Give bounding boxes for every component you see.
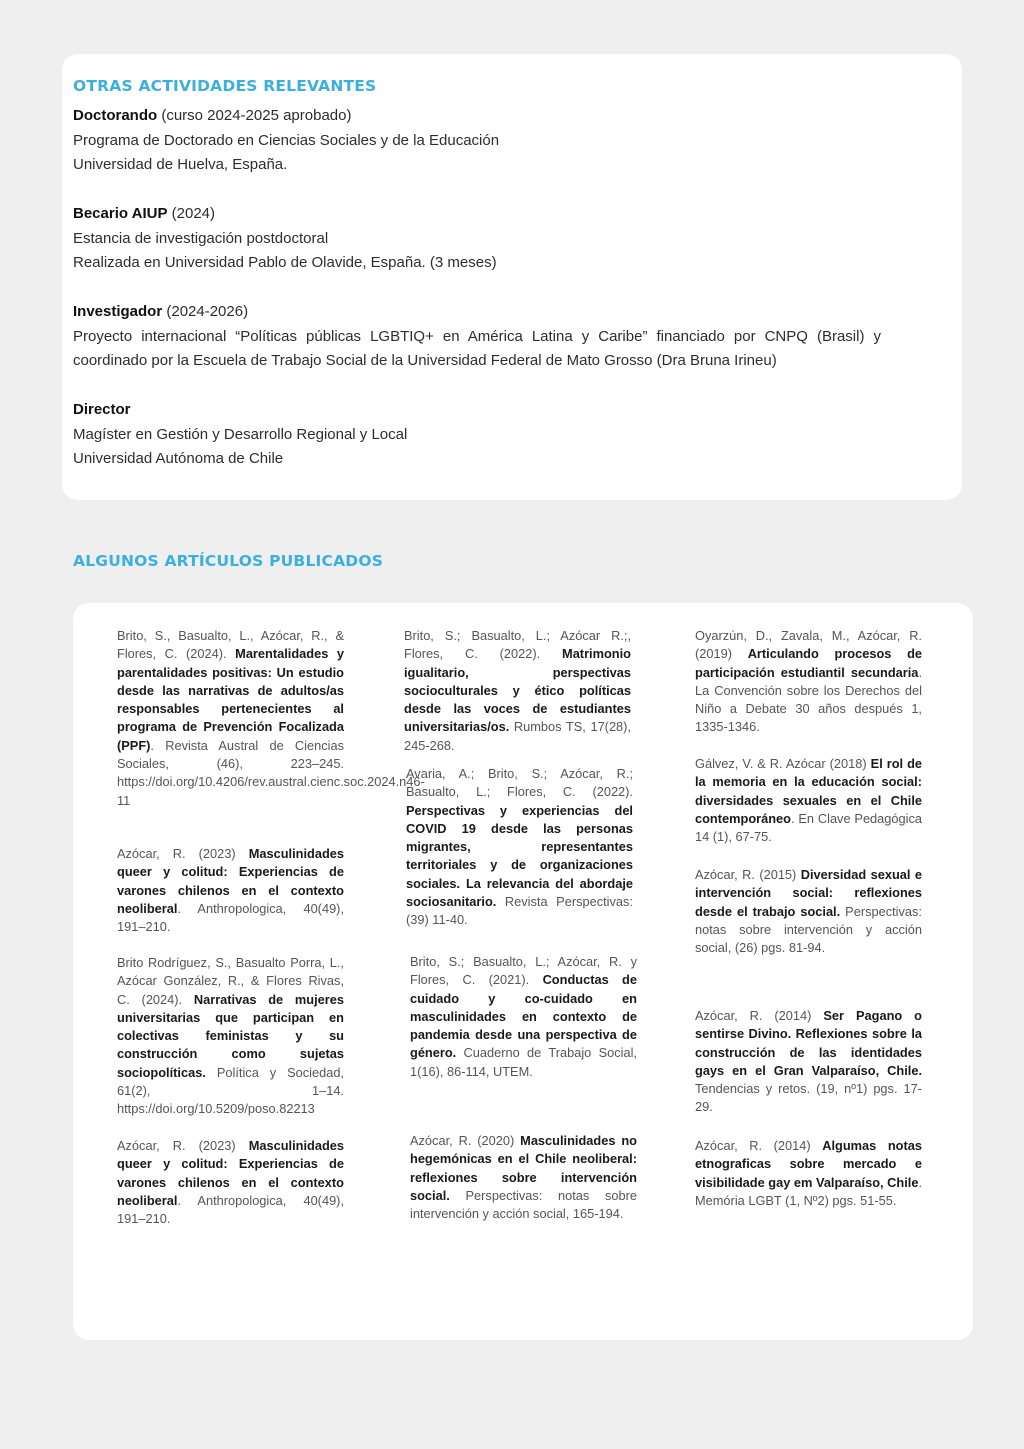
activity-item [73,398,881,472]
article-title: Diversidad sexual e intervención social: reflexiones desde el trabajo social. [695,867,922,919]
article-reference [695,866,922,957]
article-reference [117,627,425,810]
article-source: Cuaderno de Trabajo Social, 1(16), 86-114, UTEM. [410,1045,637,1079]
activity-line: Programa de Doctorado en Ciencias Sociales y de la Educación [73,131,500,149]
activity-line: Universidad de Huelva, España. [73,156,288,173]
article-title: Masculinidades queer y colitud: Experiencias de varones chilenos en el contexto neoliberal [117,1138,344,1208]
article-source: Perspectivas: notas sobre intervención y acción social, (26) pgs. 81-94. [695,903,922,956]
activities-section-title: OTRAS ACTIVIDADES RELEVANTES [73,77,377,95]
article-title: Marentalidades y parentalidades positivas: Un estudio desde las narrativas de adultos/as responsables pertenecientes al programa de Prevención Focalizada (PPF) [117,646,345,753]
article-authors: Azócar, R. (2020) [410,1133,521,1148]
article-title: Narrativas de mujeres universitarias que participan en colectivas feministas y su construcción como sujetas sociopolíticas. [117,991,344,1080]
article-authors: Azócar, R. (2023) [117,846,249,861]
activity-role: Becario AIUP [73,205,168,222]
article-authors: Azócar, R. (2014) [695,1008,824,1023]
article-source: . Anthropologica, 40(49), 191–210. [117,1192,344,1227]
article-authors: Brito, S., Basualto, L., Azócar, R., & Flores, C. (2024). [117,628,344,662]
activity-role: Director [73,401,131,418]
article-authors: Azócar, R. (2023) [117,1138,249,1153]
activity-role: Doctorando [73,107,158,124]
activity-period: (2024-2026) [162,303,249,320]
article-source: Perspectivas: notas sobre intervención y acción social, 165-194. [410,1187,637,1222]
article-reference [117,954,344,1119]
article-authors: Brito, S.; Basualto, L.; Azócar R.;, Flores, C. (2022). [404,628,631,662]
article-reference [117,845,344,936]
article-authors: Azócar, R. (2015) [695,867,801,882]
articles-card [73,603,973,1340]
article-reference [406,765,633,930]
activity-line: Universidad Autónoma de Chile [73,450,284,467]
article-reference [695,627,922,737]
articles-section-title: ALGUNOS ARTÍCULOS PUBLICADOS [73,552,384,570]
activity-period: (curso 2024-2025 aprobado) [157,107,352,124]
article-authors: Brito, S.; Basualto, L.; Azócar, R. y Flores, C. (2021). [410,954,637,988]
article-source: Tendencias y retos. (19, nº1) pgs. 17-29. [695,1081,922,1115]
article-source: . La Convención sobre los Derechos del Niño a Debate 30 años después 1, 1335-1346. [695,664,922,735]
article-title: Ser Pagano o sentirse Divino. Reflexiones sobre la construcción de las identidades gays en el Gran Valparaíso, Chile. [695,1008,923,1078]
activity-line: Magíster en Gestión y Desarrollo Regional y Local [73,425,408,443]
article-authors: Azócar, R. (2014) [695,1138,823,1153]
activity-role: Investigador [73,303,163,320]
article-source: Revista Perspectivas: (39) 11-40. [406,894,633,928]
activity-item [73,202,881,276]
article-authors: Oyarzún, D., Zavala, M., Azócar, R. (2019) [695,628,922,662]
article-title: El rol de la memoria en la educación social: diversidades sexuales en el Chile contemporáneo [695,756,922,826]
article-title: Perspectivas y experiencias del COVID 19 desde las personas migrantes, representantes territoriales y de organizaciones sociales. La relevancia del abordaje sociosanitario. [406,802,633,910]
article-reference [404,627,631,755]
activity-item [73,104,881,178]
article-authors: Gálvez, V. & R. Azócar (2018) [695,756,871,771]
article-reference [410,1132,637,1223]
article-title: Articulando procesos de participación estudiantil secundaria [695,646,922,680]
article-source: . Anthropologica, 40(49), 191–210. [117,900,344,935]
article-reference [695,1007,922,1117]
activity-item [73,300,881,374]
activities-card [62,54,962,500]
article-title: Matrimonio igualitario, perspectivas socioculturales y ético políticas desde las voces de estudiantes universitarias/os. [404,646,631,735]
activity-line: Estancia de investigación postdoctoral [73,229,329,247]
article-source: . Memória LGBT (1, Nº2) pgs. 51-55. [695,1174,922,1208]
article-authors: Brito Rodríguez, S., Basualto Porra, L., Azócar González, R., & Flores Rivas, C. (2024). [117,955,344,1007]
article-reference [117,1137,344,1228]
activity-line: Realizada en Universidad Pablo de Olavide, España. (3 meses) [73,254,497,271]
article-reference [695,1137,922,1210]
article-title: Masculinidades queer y colitud: Experiencias de varones chilenos en el contexto neoliberal [117,846,344,916]
article-title: Masculinidades no hegemónicas en el Chile neoliberal: reflexiones sobre intervención social. [410,1133,637,1203]
article-source: . En Clave Pedagógica 14 (1), 67-75. [695,810,922,845]
article-authors: Avaria, A.; Brito, S.; Azócar, R.; Basualto, L.; Flores, C. (2022). [406,766,633,800]
activity-period: (2024) [167,205,216,222]
article-source: . Revista Austral de Ciencias Sociales, (46), 223–245. https://doi.org/10.4206/rev.austral.cienc.soc.2024.n46-11 [117,737,425,808]
article-title: Algumas notas etnograficas sobre mercado e visibilidade gay em Valparaíso, Chile [695,1138,922,1190]
article-reference [410,953,637,1081]
article-title: Conductas de cuidado y co-cuidado en masculinidades en contexto de pandemia desde una perspectiva de género. [410,972,637,1061]
article-source: Rumbos TS, 17(28), 245-268. [404,719,631,753]
article-reference [695,755,922,846]
activity-line: Proyecto internacional “Políticas públicas LGBTIQ+ en América Latina y Caribe” financiado por CNPQ (Brasil) y coordinado por la Escuela de Trabajo Social de la Universidad Federal de Mato Grosso (Dra Bruna Irineu) [73,327,881,369]
article-source: Política y Sociedad, 61(2), 1–14. https://doi.org/10.5209/poso.82213 [117,1064,344,1117]
